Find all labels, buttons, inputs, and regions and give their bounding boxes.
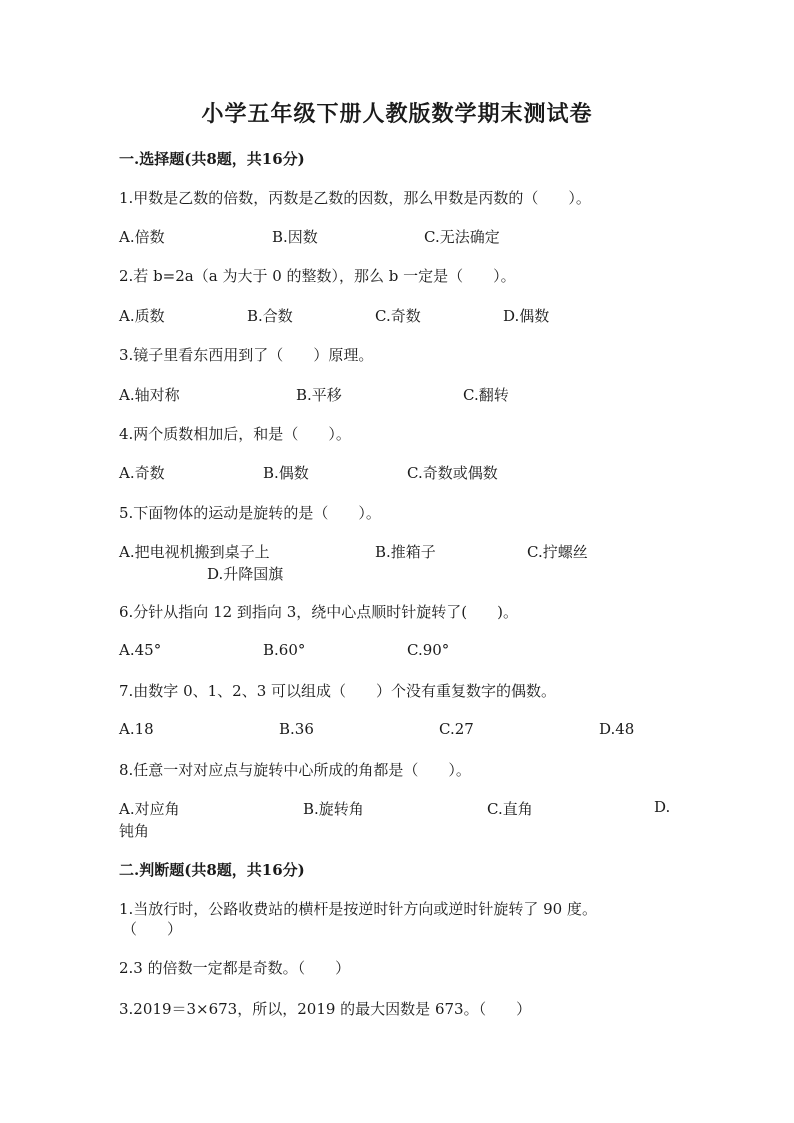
q1-option-b[interactable]: B.因数 (272, 228, 318, 246)
question-6: 6.分针从指向 12 到指向 3，绕中心点顺时针旋转了( )。 (119, 603, 518, 621)
q1-option-a[interactable]: A.倍数 (119, 228, 165, 246)
q8-option-c[interactable]: C.直角 (487, 800, 533, 818)
judge-question-1-blank[interactable]: （ ） (122, 920, 183, 938)
question-1: 1.甲数是乙数的倍数，丙数是乙数的因数，那么甲数是丙数的（ ）。 (119, 189, 591, 207)
q5-option-b[interactable]: B.推箱子 (375, 543, 436, 561)
question-5: 5.下面物体的运动是旋转的是（ ）。 (119, 504, 381, 522)
judge-question-2: 2.3 的倍数一定都是奇数。（ ） (119, 959, 351, 977)
q6-option-a[interactable]: A.45° (119, 641, 162, 659)
q2-option-b[interactable]: B.合数 (247, 307, 293, 325)
q7-option-a[interactable]: A.18 (119, 720, 154, 738)
q7-option-d[interactable]: D.48 (599, 720, 635, 738)
section-heading-judge: 二.判断题(共8题，共16分) (119, 861, 305, 879)
q6-option-b[interactable]: B.60° (263, 641, 306, 659)
q1-option-c[interactable]: C.无法确定 (424, 228, 500, 246)
page-title: 小学五年级下册人教版数学期末测试卷 (201, 101, 593, 127)
q8-option-b[interactable]: B.旋转角 (303, 800, 364, 818)
question-3: 3.镜子里看东西用到了（ ）原理。 (119, 346, 374, 364)
question-2: 2.若 b=2a（a 为大于 0 的整数），那么 b 一定是（ ）。 (119, 267, 516, 285)
q7-option-c[interactable]: C.27 (439, 720, 474, 738)
q6-option-c[interactable]: C.90° (407, 641, 450, 659)
q7-option-b[interactable]: B.36 (279, 720, 314, 738)
q5-option-a[interactable]: A.把电视机搬到桌子上 (119, 543, 270, 561)
q4-option-a[interactable]: A.奇数 (119, 464, 165, 482)
q8-option-d-text: 钝角 (119, 822, 150, 840)
judge-question-1: 1.当放行时，公路收费站的横杆是按逆时针方向或逆时针旋转了 90 度。 (119, 900, 597, 918)
q2-option-d[interactable]: D.偶数 (503, 307, 550, 325)
q8-option-d[interactable]: D. (654, 798, 671, 816)
q2-option-a[interactable]: A.质数 (119, 307, 165, 325)
q4-option-c[interactable]: C.奇数或偶数 (407, 464, 498, 482)
q4-option-b[interactable]: B.偶数 (263, 464, 309, 482)
q3-option-a[interactable]: A.轴对称 (119, 386, 180, 404)
judge-question-3: 3.2019＝3×673，所以，2019 的最大因数是 673。（ ） (119, 1000, 532, 1018)
q8-option-a[interactable]: A.对应角 (119, 800, 180, 818)
q2-option-c[interactable]: C.奇数 (375, 307, 421, 325)
q3-option-c[interactable]: C.翻转 (463, 386, 509, 404)
q5-option-c[interactable]: C.拧螺丝 (527, 543, 588, 561)
section-heading-choice: 一.选择题(共8题，共16分) (119, 150, 305, 168)
question-7: 7.由数字 0、1、2、3 可以组成（ ）个没有重复数字的偶数。 (119, 682, 557, 700)
q3-option-b[interactable]: B.平移 (296, 386, 342, 404)
question-4: 4.两个质数相加后，和是（ ）。 (119, 425, 351, 443)
q5-option-d[interactable]: D.升降国旗 (207, 565, 284, 583)
question-8: 8.任意一对对应点与旋转中心所成的角都是（ ）。 (119, 761, 471, 779)
